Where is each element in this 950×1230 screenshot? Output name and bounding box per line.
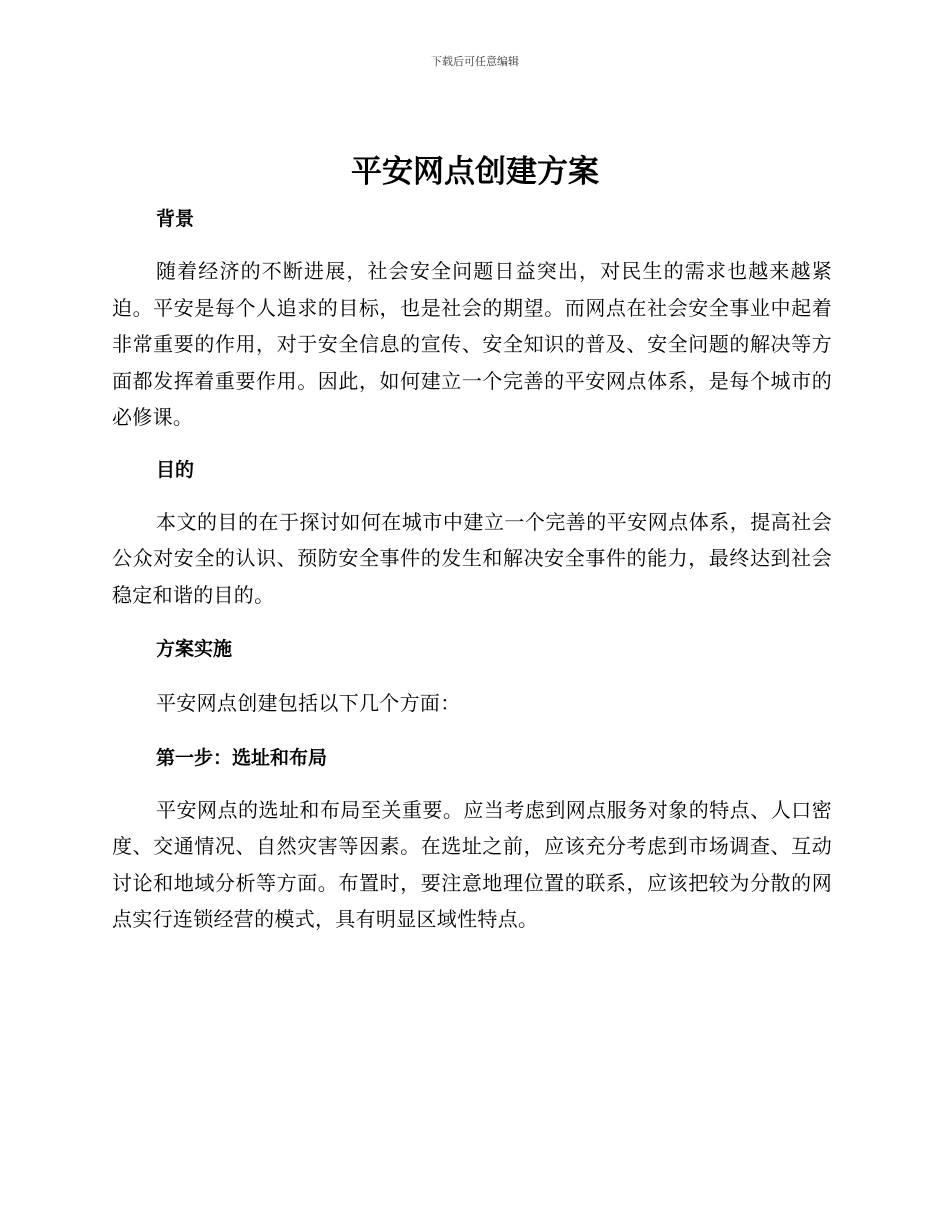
section-intro-implementation: 平安网点创建包括以下几个方面：: [156, 691, 461, 715]
section-paragraph-background: 随着经济的不断进展，社会安全问题日益突出，对民生的需求也越来越紧迫。平安是每个人追求的目标，也是社会的期望。而网点在社会安全事业中起着非常重要的作用，对于安全信息的宣传、安全知识的普及、安全问题的解决等方面都发挥着重要作用。因此，如何建立一个完善的平安网点体系，是每个城市的必修课。: [112, 259, 832, 429]
section-heading-background: 背景: [156, 208, 195, 230]
section-paragraph-step1: 平安网点的选址和布局至关重要。应当考虑到网点服务对象的特点、人口密度、交通情况、自然灾害等因素。在选址之前，应该充分考虑到市场调查、互动讨论和地域分析等方面。布置时，要注意地理位置的联系，应该把较为分散的网点实行连锁经营的模式，具有明显区域性特点。: [112, 797, 832, 931]
section-heading-purpose: 目的: [156, 458, 195, 481]
document-body: [112, 199, 832, 938]
section-paragraph-purpose: 本文的目的在于探讨如何在城市中建立一个完善的平安网点体系，提高社会公众对安全的认识、预防安全事件的发生和解决安全事件的能力，最终达到社会稳定和谐的目的。: [112, 509, 832, 607]
document-title: 平安网点创建方案: [351, 154, 599, 190]
section-heading-implementation: 方案实施: [156, 638, 233, 660]
header-note: 下载后可任意编辑: [431, 55, 519, 68]
section-heading-step1: 第一步：选址和布局: [156, 746, 328, 769]
